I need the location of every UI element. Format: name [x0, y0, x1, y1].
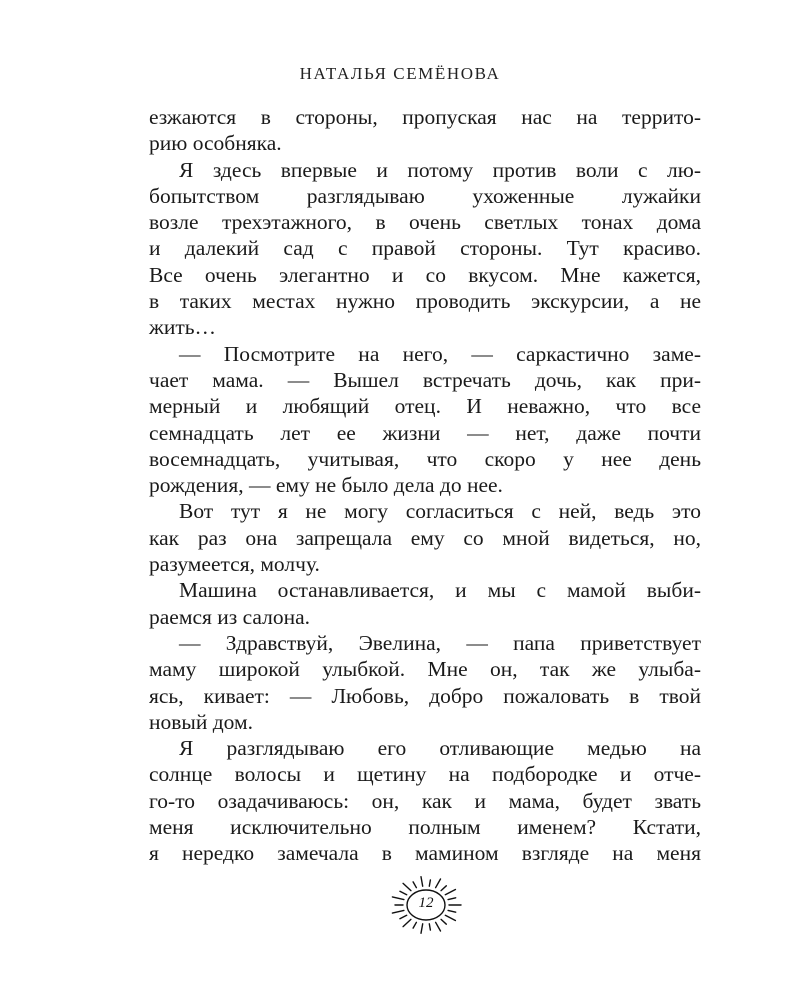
text-line: го-то озадачиваюсь: он, как и мама, будет звать — [149, 788, 701, 813]
sun-ray — [445, 915, 455, 920]
text-line: меня исключительно полным именем? Кстати, — [149, 815, 701, 840]
text-line: солнце волосы и щетину на подбородке и отче- — [149, 762, 701, 787]
sun-ray — [400, 915, 407, 918]
text-line: Вот тут я не могу согласиться с ней, ведь это — [179, 499, 701, 524]
sun-ray — [441, 886, 446, 891]
text-line: рию особняка. — [149, 131, 282, 156]
page-number-ornament — [381, 867, 471, 947]
text-line: как раз она запрещала ему со мной видеться, но, — [149, 525, 701, 550]
text-line: — Посмотрите на него, — саркастично заме- — [179, 341, 701, 366]
text-line: возле трехэтажного, в очень светлых тонах дома — [149, 210, 701, 235]
text-line: чает мама. — Вышел встречать дочь, как при- — [149, 367, 701, 392]
sun-ray — [429, 924, 430, 930]
text-line: Машина останавливается, и мы с мамой выби- — [179, 578, 701, 603]
sun-ray — [445, 890, 455, 895]
text-line: Все очень элегантно и со вкусом. Мне кажется, — [149, 262, 701, 287]
page-number: 12 — [418, 895, 434, 911]
sun-ray — [403, 919, 411, 926]
text-line: я нередко замечала в мамином взгляде на меня — [149, 841, 701, 866]
sun-ray — [441, 919, 446, 924]
text-line: Я здесь впервые и потому против воли с лю- — [179, 157, 701, 182]
sun-ray — [403, 883, 411, 890]
sun-ray — [436, 922, 441, 931]
text-line: и далекий сад с правой стороны. Тут красиво. — [149, 236, 701, 261]
text-line: ясь, кивает: — Любовь, добро пожаловать в твой — [149, 683, 701, 708]
text-line: в таких местах нужно проводить экскурсии, а не — [149, 289, 701, 314]
text-line: разумеется, молчу. — [149, 552, 320, 577]
sun-ray — [413, 922, 416, 928]
sun-ray — [436, 879, 441, 888]
sun-ray — [413, 882, 416, 888]
sun-ray — [421, 924, 423, 934]
text-line: новый дом. — [149, 709, 253, 734]
text-line: жить… — [149, 315, 217, 340]
text-line: рождения, — ему не было дела до нее. — [149, 473, 503, 498]
text-line: Я разглядываю его отливающие медью на — [179, 736, 701, 761]
running-head-author: НАТАЛЬЯ СЕМЁНОВА — [299, 64, 501, 83]
text-line: маму широкой улыбкой. Мне он, так же улыба- — [149, 657, 701, 682]
text-line: езжаются в стороны, пропуская нас на террито- — [149, 105, 701, 129]
text-line: мерный и любящий отец. И неважно, что все — [149, 394, 701, 419]
text-line: бопытством разглядываю ухоженные лужайки — [149, 183, 701, 208]
page-body-text — [149, 104, 701, 867]
text-line: семнадцать лет ее жизни — нет, даже почти — [149, 420, 701, 445]
text-line: — Здравствуй, Эвелина, — папа приветствует — [179, 630, 701, 655]
text-line: восемнадцать, учитывая, что скоро у нее день — [149, 446, 701, 471]
sun-ray — [429, 880, 430, 886]
sun-ray — [421, 877, 423, 887]
text-line: раемся из салона. — [149, 604, 311, 629]
